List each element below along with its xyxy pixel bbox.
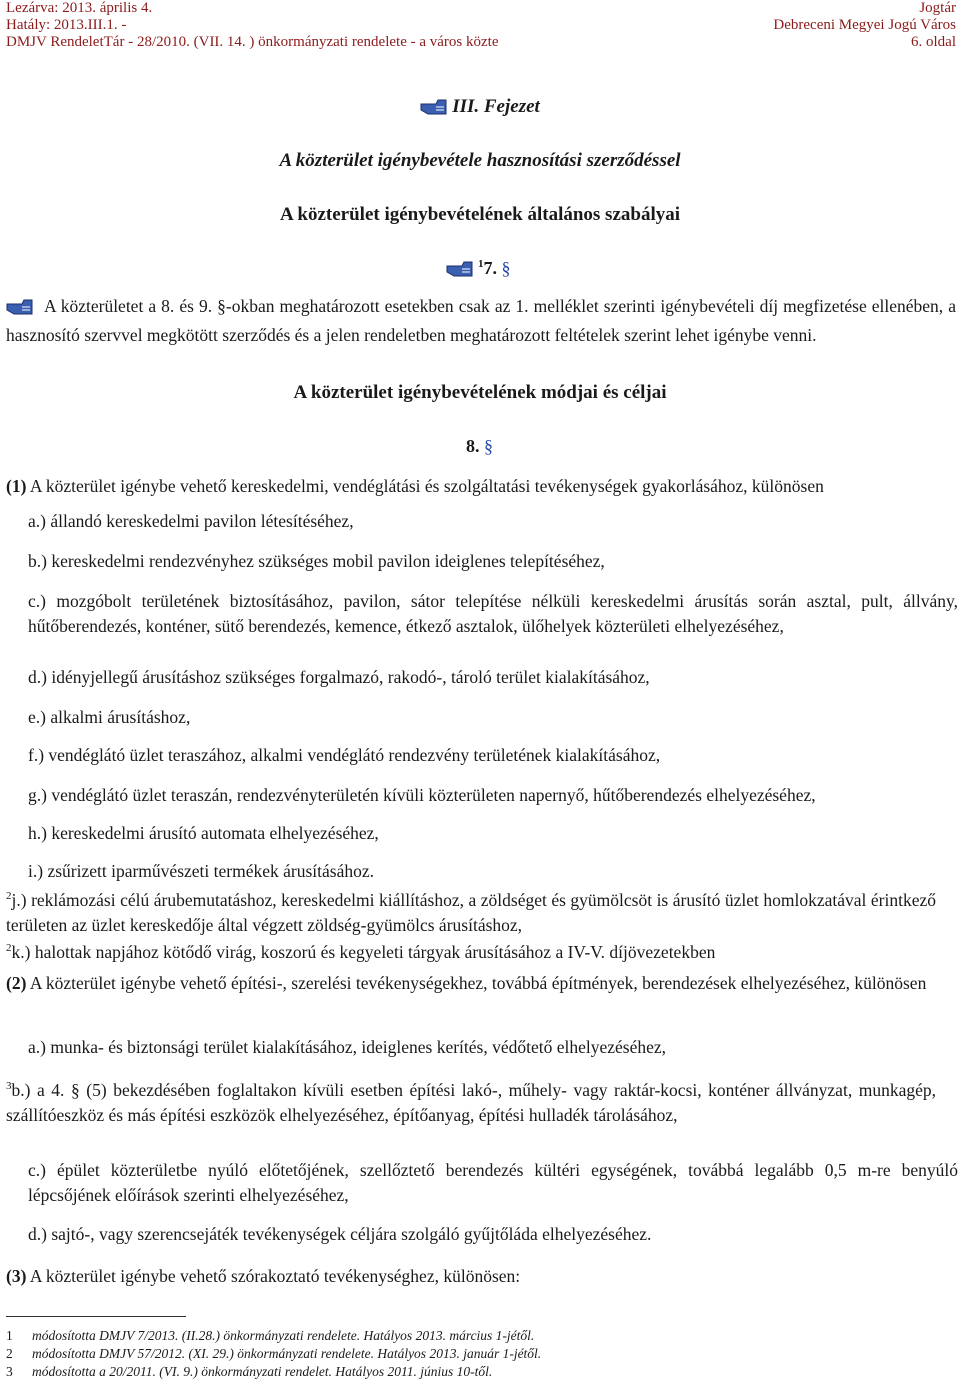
header-brand: Jogtár bbox=[919, 0, 956, 16]
list-item bbox=[28, 859, 958, 884]
section-7-text: A közterületet a 8. és 9. §-okban meghatározott esetekben csak az 1. melléklet szerinti igénybevételi díj megfizetése ellenében, a hasznosító szervvel megkötött szerződés és a jelen rendeletben meghatározott feltételek szerint lehet igénybe venni. bbox=[6, 296, 956, 345]
footnote-ref[interactable]: 3 bbox=[6, 1080, 12, 1092]
paragraph-text: A közterület igénybe vehető építési-, szerelési tevékenységekhez, továbbá építmények, berendezések elhelyezéséhez, különösen bbox=[29, 973, 927, 993]
list-item-text: sajtó-, vagy szerencsejáték tevékenységek céljára szolgáló gyűjtőláda elhelyezéséhez. bbox=[51, 1224, 652, 1244]
header-city: Debreceni Megyei Jogú Város bbox=[773, 17, 956, 33]
list-item-label: a.) bbox=[28, 511, 51, 531]
list-item bbox=[28, 1158, 958, 1208]
list-item bbox=[28, 1035, 958, 1060]
list-item-text: halottak napjához kötődő virág, koszorú és kegyeleti tárgyak árusításához a IV-V. díjövezetekben bbox=[34, 941, 716, 962]
header-effective-date: Hatály: 2013.III.1. - bbox=[6, 17, 127, 33]
list-item-label: f.) bbox=[28, 745, 49, 765]
list-item bbox=[6, 1074, 936, 1128]
footnote-ref[interactable]: 1 bbox=[478, 258, 484, 270]
paragraph-3 bbox=[6, 1264, 956, 1289]
footnote-text: módosította DMJV 57/2012. (XI. 29.) önkormányzati rendelete. Hatályos 2013. január 1-jétől. bbox=[32, 1346, 542, 1361]
list-item-label: k.) bbox=[11, 941, 35, 962]
list-item-label: a.) bbox=[28, 1037, 51, 1057]
list-item-text: munka- és biztonsági terület kialakításához, ideiglenes kerítés, védőtető elhelyezéséhez, bbox=[50, 1037, 667, 1057]
footnote-text: módosította a 20/2011. (VI. 9.) önkormányzati rendelet. Hatályos 2011. június 10-től. bbox=[32, 1364, 493, 1379]
list-item bbox=[28, 743, 958, 768]
list-item-label: i.) bbox=[28, 861, 48, 881]
footnote-divider bbox=[6, 1316, 186, 1317]
paragraph-number: (2) bbox=[6, 973, 27, 993]
section-heading-3: A közterület igénybevételének módjai és céljai bbox=[293, 382, 667, 403]
pointing-hand-icon[interactable] bbox=[446, 260, 474, 283]
list-item bbox=[28, 589, 958, 639]
footnote bbox=[6, 1327, 534, 1344]
section-sign-link[interactable]: § bbox=[484, 436, 493, 456]
list-item-label: d.) bbox=[28, 667, 52, 687]
list-item-label: e.) bbox=[28, 707, 51, 727]
document-header-left bbox=[6, 0, 498, 51]
header-page-number: 6. oldal bbox=[911, 34, 956, 50]
pointing-hand-icon[interactable] bbox=[6, 298, 34, 323]
list-item-label: c.) bbox=[28, 591, 57, 611]
list-item bbox=[6, 936, 936, 965]
footnote bbox=[6, 1345, 541, 1362]
list-item-text: épület közterületbe nyúló előtetőjének, szellőztető berendezés kültéri egységének, továbbá legalább 0,5 m-re benyúló lépcsőjének előírások szerinti elhelyezéséhez, bbox=[28, 1160, 958, 1205]
section-heading-2: A közterület igénybevételének általános szabályai bbox=[279, 204, 681, 225]
list-item-label: g.) bbox=[28, 785, 52, 805]
list-item bbox=[28, 821, 958, 846]
footnote bbox=[6, 1363, 492, 1380]
list-item-text: mozgóbolt területének biztosításához, pavilon, sátor telepítése nélküli kereskedelmi árusítás során asztal, pult, állvány, hűtőberendezés, konténer, sütő berendezés, kemence, étkező asztalok, ülőhelyek közterületi elhelyezéséhez, bbox=[28, 591, 958, 636]
list-item-label: j.) bbox=[11, 889, 32, 910]
list-item bbox=[28, 549, 958, 574]
footnote-number: 2 bbox=[6, 1346, 13, 1361]
list-item-label: c.) bbox=[28, 1160, 57, 1180]
footnote-text: módosította DMJV 7/2013. (II.28.) önkormányzati rendelete. Hatályos 2013. március 1-jétől. bbox=[32, 1328, 535, 1343]
list-item-label: b.) bbox=[28, 551, 52, 571]
list-item-text: idényjellegű árusításhoz szükséges forgalmazó, rakodó-, tároló terület kialakításához, bbox=[51, 667, 650, 687]
list-item-text: vendéglátó üzlet teraszán, rendezvényterületén kívüli közterületen napernyő, hűtőberendezés elhelyezéséhez, bbox=[51, 785, 816, 805]
footnote-ref[interactable]: 2 bbox=[6, 890, 12, 902]
list-item-label: b.) bbox=[11, 1079, 37, 1100]
list-item-text: kereskedelmi árusító automata elhelyezéséhez, bbox=[51, 823, 379, 843]
chapter-title: III. Fejezet bbox=[452, 96, 540, 117]
list-item bbox=[28, 665, 958, 690]
section-7-body bbox=[6, 294, 956, 348]
paragraph-number: (3) bbox=[6, 1266, 27, 1286]
paragraph-text: A közterület igénybe vehető kereskedelmi, vendéglátási és szolgáltatási tevékenységek gyakorlásához, különösen bbox=[29, 476, 824, 496]
list-item bbox=[6, 884, 936, 938]
section-8-heading bbox=[466, 436, 493, 457]
section-number: 8. bbox=[466, 436, 480, 456]
paragraph-1 bbox=[6, 474, 956, 499]
list-item bbox=[28, 705, 958, 730]
header-document-ref: DMJV RendeletTár - 28/2010. (VII. 14. ) önkormányzati rendelete - a város közte bbox=[6, 34, 499, 50]
section-7-heading bbox=[446, 258, 511, 283]
header-closed-date: Lezárva: 2013. április 4. bbox=[6, 0, 153, 16]
section-number: 7. bbox=[483, 258, 497, 278]
list-item-text: zsűrizett iparművészeti termékek árusításához. bbox=[47, 861, 374, 881]
footnote-number: 3 bbox=[6, 1364, 13, 1379]
section-heading-1: A közterület igénybevétele hasznosítási szerződéssel bbox=[279, 150, 681, 171]
list-item-text: kereskedelmi rendezvényhez szükséges mobil pavilon ideiglenes telepítéséhez, bbox=[51, 551, 605, 571]
chapter-heading bbox=[0, 96, 960, 122]
list-item-text: a 4. § (5) bekezdésében foglaltakon kívüli esetben építési lakó-, műhely- vagy raktár-kocsi, konténer állványzat, munkagép, szállítóeszköz és más építési eszközök elhelyezéséhez, építőanyag, építési hulladék tárolásához, bbox=[6, 1079, 936, 1125]
list-item bbox=[28, 783, 958, 808]
paragraph-text: A közterület igénybe vehető szórakoztató tevékenységhez, különösen: bbox=[29, 1266, 521, 1286]
list-item-text: reklámozási célú árubemutatáshoz, kereskedelmi kiállításhoz, a zöldséget és gyümölcsöt is árusító üzlet homlokzatával érintkező területen az üzlet kereskedője által végzett zöldség-gyümölcs árusításhoz, bbox=[6, 889, 936, 935]
list-item-text: vendéglátó üzlet teraszához, alkalmi vendéglátó rendezvény területének kialakításához, bbox=[48, 745, 661, 765]
document-header-right bbox=[773, 0, 956, 51]
paragraph-number: (1) bbox=[6, 476, 27, 496]
pointing-hand-icon[interactable] bbox=[420, 98, 448, 122]
list-item-label: d.) bbox=[28, 1224, 52, 1244]
list-item-text: állandó kereskedelmi pavilon létesítéséhez, bbox=[50, 511, 354, 531]
list-item-label: h.) bbox=[28, 823, 52, 843]
section-sign-link[interactable]: § bbox=[501, 258, 511, 278]
list-item bbox=[28, 1222, 958, 1247]
list-item-text: alkalmi árusításhoz, bbox=[50, 707, 191, 727]
footnote-number: 1 bbox=[6, 1328, 13, 1343]
list-item bbox=[28, 509, 958, 534]
paragraph-2 bbox=[6, 971, 956, 996]
footnote-ref[interactable]: 2 bbox=[6, 942, 12, 954]
